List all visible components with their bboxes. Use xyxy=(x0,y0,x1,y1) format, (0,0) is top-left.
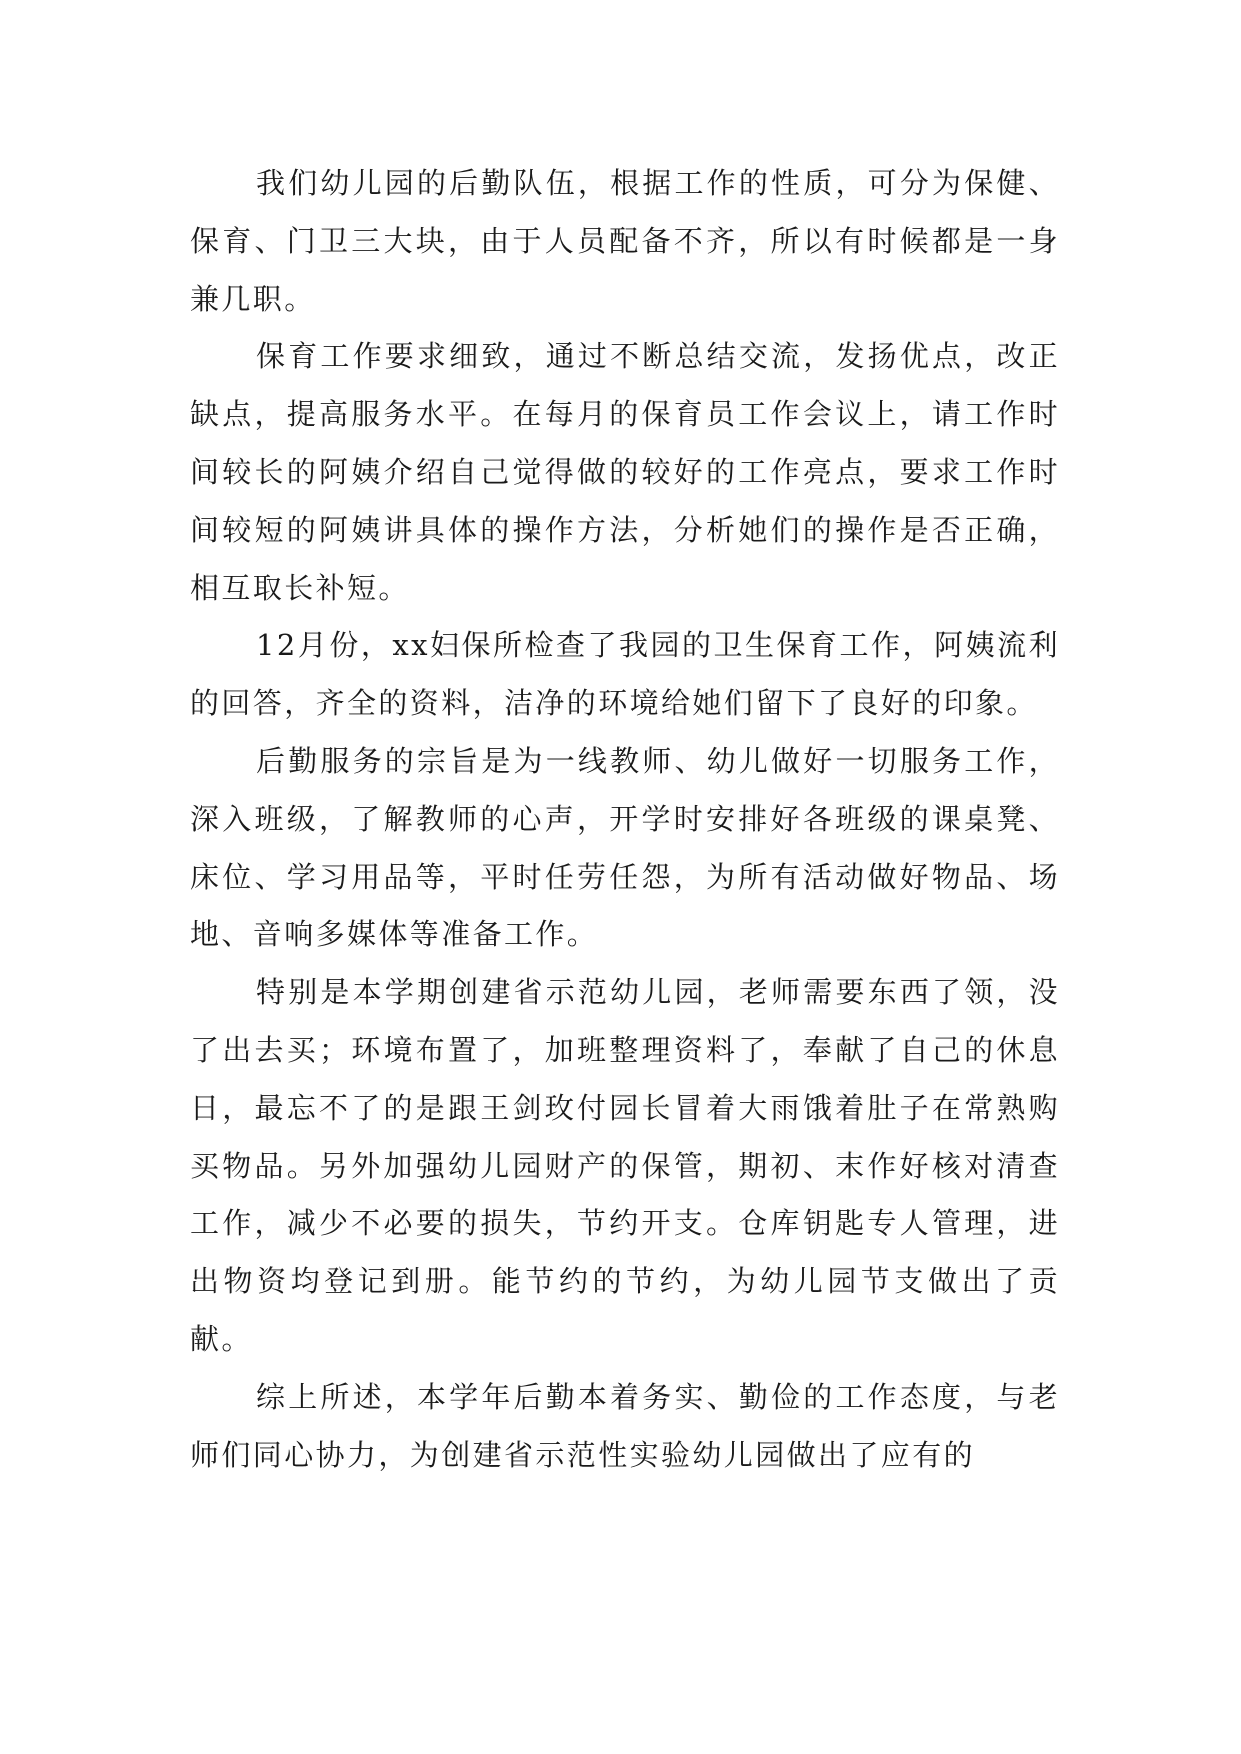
paragraph-service-purpose: 后勤服务的宗旨是为一线教师、幼儿做好一切服务工作，深入班级，了解教师的心声，开学时安排好各班级的课桌凳、床位、学习用品等，平时任劳任怨，为所有活动做好物品、场地、音响多媒体等准备工作。 xyxy=(190,743,1060,952)
paragraph-childcare-work: 保育工作要求细致，通过不断总结交流，发扬优点，改正缺点，提高服务水平。在每月的保育员工作会议上，请工作时间较长的阿姨介绍自己觉得做的较好的工作亮点，要求工作时间较短的阿姨讲具体的操作方法，分析她们的操作是否正确，相互取长补短。 xyxy=(190,339,1060,605)
paragraph-inspection: 12月份，xx妇保所检查了我园的卫生保育工作，阿姨流利的回答，齐全的资料，洁净的环境给她们留下了良好的印象。 xyxy=(190,628,1060,721)
document-body xyxy=(190,155,1060,1484)
paragraph-model-kindergarten: 特别是本学期创建省示范幼儿园，老师需要东西了领，没了出去买；环境布置了，加班整理资料了，奉献了自己的休息日，最忘不了的是跟王剑玫付园长冒着大雨饿着肚子在常熟购买物品。另外加强幼儿园财产的保管，期初、末作好核对清查工作，减少不必要的损失，节约开支。仓库钥匙专人管理，进出物资均登记到册。能节约的节约，为幼儿园节支做出了贡献。 xyxy=(190,975,1060,1356)
paragraph-summary: 综上所述，本学年后勤本着务实、勤俭的工作态度，与老师们同心协力，为创建省示范性实验幼儿园做出了应有的 xyxy=(190,1379,1060,1472)
paragraph-logistics-team: 我们幼儿园的后勤队伍，根据工作的性质，可分为保健、保育、门卫三大块，由于人员配备不齐，所以有时候都是一身兼几职。 xyxy=(190,166,1060,316)
